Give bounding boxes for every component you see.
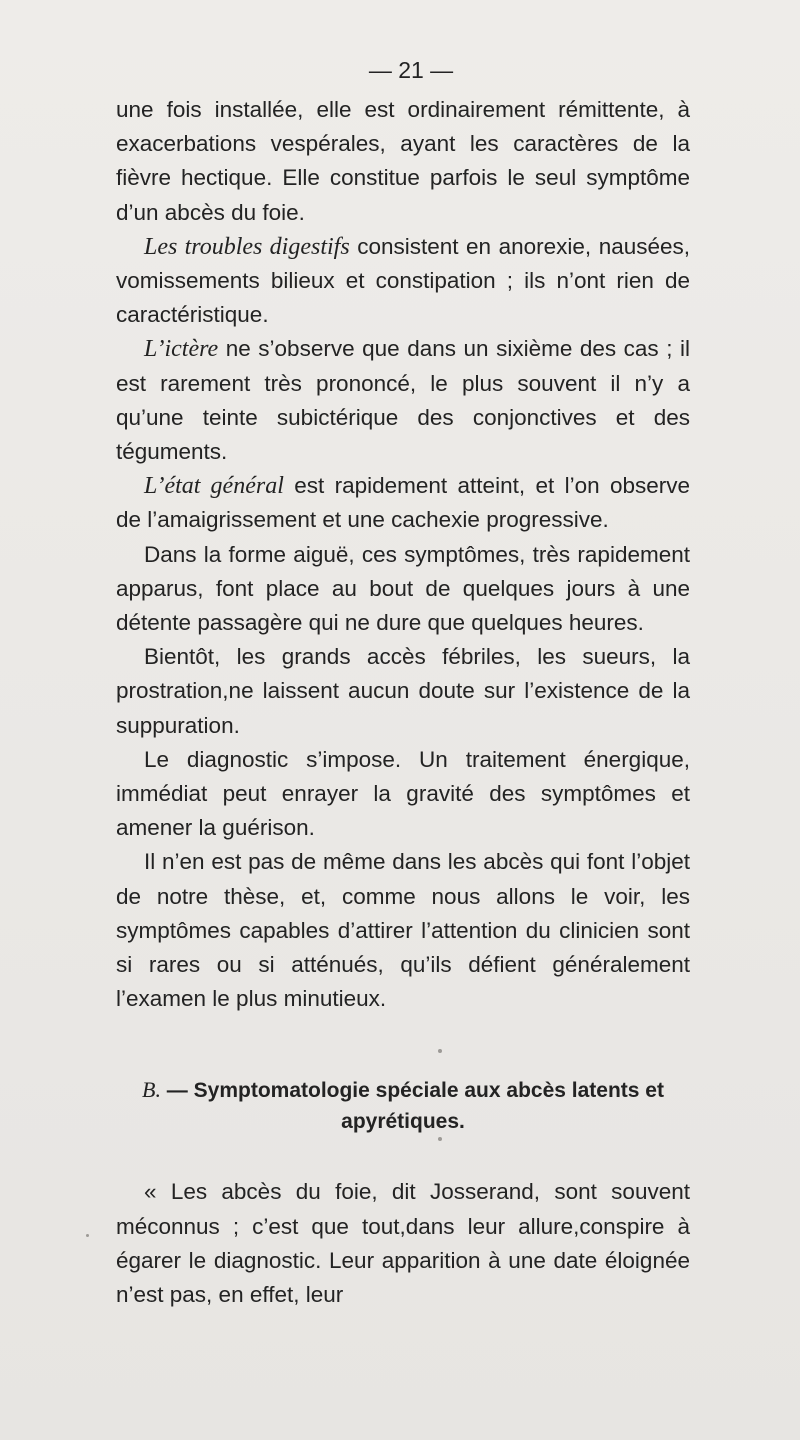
paragraph-text: Il n’en est pas de même dans les abcès qui font l’objet de notre thèse, et, comme nous allons le voir, les symptômes capables d’attirer l’attention du clinicien sont si rares ou si atténués, qu’ils défient généralement l’examen le plus minutieux. (116, 849, 690, 1012)
paragraph-febrile-access (116, 640, 690, 743)
paragraph-text: consistent en anorexie, nausées, vomissements bilieux et constipation ; ils n’ont rien de caractéristique. (116, 233, 691, 328)
scan-speck (86, 1234, 89, 1237)
paragraph-acute-form (116, 538, 690, 641)
scan-speck (438, 1049, 442, 1053)
paragraph-text: Bientôt, les grands accès fébriles, les sueurs, la prostration,ne laissent aucun doute sur l’existence de la suppuration. (116, 644, 690, 738)
paragraph-text: est rapidement atteint, et l’on observe de l’amaigrissement et une cachexie progressive. (116, 473, 691, 533)
paragraph-general-state (116, 469, 690, 537)
section-letter: B. (142, 1077, 161, 1103)
page-number: — 21 — (368, 57, 454, 83)
paragraph-diagnosis (116, 743, 690, 846)
paragraph-icterus (116, 332, 690, 469)
italic-term: Les troubles digestifs (144, 233, 350, 260)
quote-block (116, 1175, 690, 1312)
paragraph-text: une fois installée, elle est ordinairement rémittente, à exacerbations vespérales, ayant les caractères de la fièvre hectique. Elle constitue parfois le seul symptôme d’un abcès du foie. (116, 97, 690, 225)
paragraph-text: Dans la forme aiguë, ces symptômes, très rapidement apparus, font place au bout de quelques jours à une détente passagère qui ne dure que quelques heures. (116, 541, 690, 636)
section-title: — Symptomatologie spéciale aux abcès latents et apyrétiques. (160, 1079, 664, 1134)
italic-term: L’ictère (144, 336, 219, 363)
paragraph-text: « Les abcès du foie, dit Josserand, sont souvent méconnus ; c’est que tout,dans leur allure,conspire à égarer le diagnostic. Leur apparition à une date éloignée n’est pas, en effet, leur (116, 1179, 690, 1308)
paragraph-fever (116, 93, 690, 230)
paragraph-quote (116, 1175, 690, 1312)
paragraph-latent-abscess (116, 845, 690, 1016)
section-heading (116, 1074, 690, 1137)
scan-speck (438, 1137, 442, 1141)
paragraph-text: Le diagnostic s’impose. Un traitement énergique, immédiat peut enrayer la gravité des symptômes et amener la guérison. (116, 746, 690, 841)
paragraph-digestive-troubles (116, 230, 690, 333)
paragraph-text: ne s’observe que dans un sixième des cas ; il est rarement très prononcé, le plus souvent il n’y a qu’une teinte subictérique des conjonctives et des téguments. (116, 336, 690, 465)
italic-term: L’état général (144, 473, 284, 500)
